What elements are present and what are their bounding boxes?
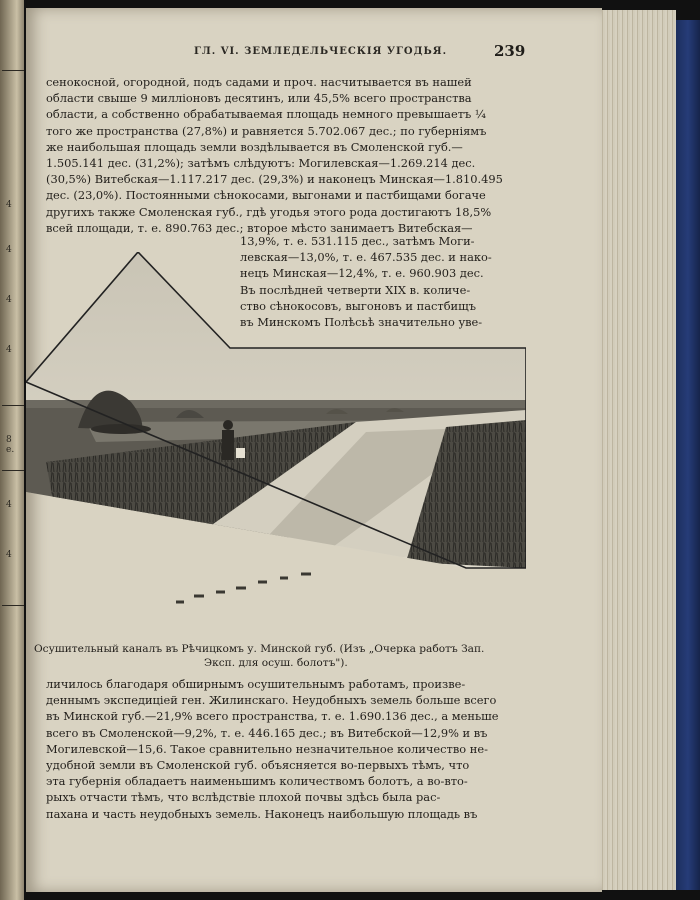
text-line: области свыше 9 милліоновъ десятинъ, или 45,5% всего пространства: [46, 91, 472, 106]
left-mark: 4: [6, 550, 12, 560]
left-page-rule: [2, 470, 24, 471]
text-line: другихъ также Смоленская губ., гдѣ угодья этого рода достигаютъ 18,5%: [46, 204, 492, 219]
paragraph-top: [46, 74, 532, 236]
text-line: Могилевской—15,6. Такое сравнительно незначительное количество не-: [46, 741, 488, 756]
paragraph-bottom: [46, 676, 532, 822]
caption-line: Осушительный каналъ въ Рѣчицкомъ у. Минской губ. (Изъ „Очерка работъ Зап.: [34, 643, 485, 655]
left-mark: 4: [6, 345, 12, 355]
left-page-rule: [2, 405, 24, 406]
text-line: деннымъ экспедиціей ген. Жилинскаго. Неудобныхъ земель больше всего: [46, 693, 497, 708]
book-cover: [676, 20, 700, 890]
running-head: ГЛ. VI. ЗЕМЛЕДЕЛЬЧЕСКІЯ УГОДЬЯ.: [194, 46, 448, 57]
caption-line: Эксп. для осуш. болотъ").: [204, 657, 348, 669]
text-line: же наибольшая площадь земли воздѣлывается въ Смоленской губ.—: [46, 139, 463, 154]
text-line: удобной земли въ Смоленской губ. объясняется во-первыхъ тѣмъ, что: [46, 758, 470, 773]
left-mark: 4: [6, 500, 12, 510]
text-line: всей площади, т. е. 890.763 дес.; второе мѣсто занимаетъ Витебская—: [46, 220, 473, 235]
text-line: того же пространства (27,8%) и равняется 5.702.067 дес.; по губерніямъ: [46, 123, 487, 138]
text-line: всего въ Смоленской—9,2%, т. е. 446.165 дес.; въ Витебской—12,9% и въ: [46, 725, 488, 740]
book-page: [26, 8, 602, 892]
text-line: Въ послѣдней четверти XIX в. количе-: [240, 282, 471, 297]
text-line: области, а собственно обрабатываемая площадь немного превышаетъ ¼: [46, 107, 486, 122]
text-line: левская—13,0%, т. е. 467.535 дес. и нако-: [240, 250, 492, 265]
page-number: 239: [494, 42, 526, 60]
text-line: нецъ Минская—12,4%, т. е. 960.903 дес.: [240, 266, 484, 281]
text-line: (30,5%) Витебская—1.117.217 дес. (29,3%) и наконецъ Минская—1.810.495: [46, 172, 503, 187]
left-page-rule: [2, 70, 24, 71]
drainage-canal-illustration: [26, 252, 526, 624]
left-mark: 4: [6, 200, 12, 210]
text-line: личилось благодаря обширнымъ осушительнымъ работамъ, произве-: [46, 677, 466, 691]
text-line: 1.505.141 дес. (31,2%); затѣмъ слѣдуютъ: Могилевская—1.269.214 дес.: [46, 156, 476, 171]
text-line: дес. (23,0%). Постоянными сѣнокосами, выгонами и пастбищами богаче: [46, 188, 486, 203]
text-line: 13,9%, т. е. 531.115 дес., затѣмъ Моги-: [240, 234, 475, 248]
text-line: рыхъ отчасти тѣмъ, что вслѣдствіе плохой почвы здѣсь была рас-: [46, 790, 441, 805]
left-page-fragments: [2, 60, 22, 620]
text-line: въ Минскомъ Полѣсьѣ значительно уве-: [240, 315, 483, 330]
figure-caption: [34, 642, 544, 670]
left-page-rule: [2, 605, 24, 606]
left-page-edge: [0, 0, 24, 900]
text-line: эта губернія обладаетъ наименьшимъ количествомъ болотъ, а во-вто-: [46, 774, 468, 789]
left-mark: 4: [6, 245, 12, 255]
text-line: пахана и часть неудобныхъ земель. Наконецъ наибольшую площадь въ: [46, 806, 478, 821]
text-line: ство сѣнокосовъ, выгоновъ и пастбищъ: [240, 298, 476, 313]
left-mark: 4: [6, 295, 12, 305]
left-mark: 8 е.: [6, 435, 15, 455]
text-line: въ Минской губ.—21,9% всего пространства, т. е. 1.690.136 дес., а меньше: [46, 709, 499, 724]
text-line: сенокосной, огородной, подъ садами и проч. насчитывается въ нашей: [46, 75, 472, 89]
page-stack: [600, 10, 676, 890]
